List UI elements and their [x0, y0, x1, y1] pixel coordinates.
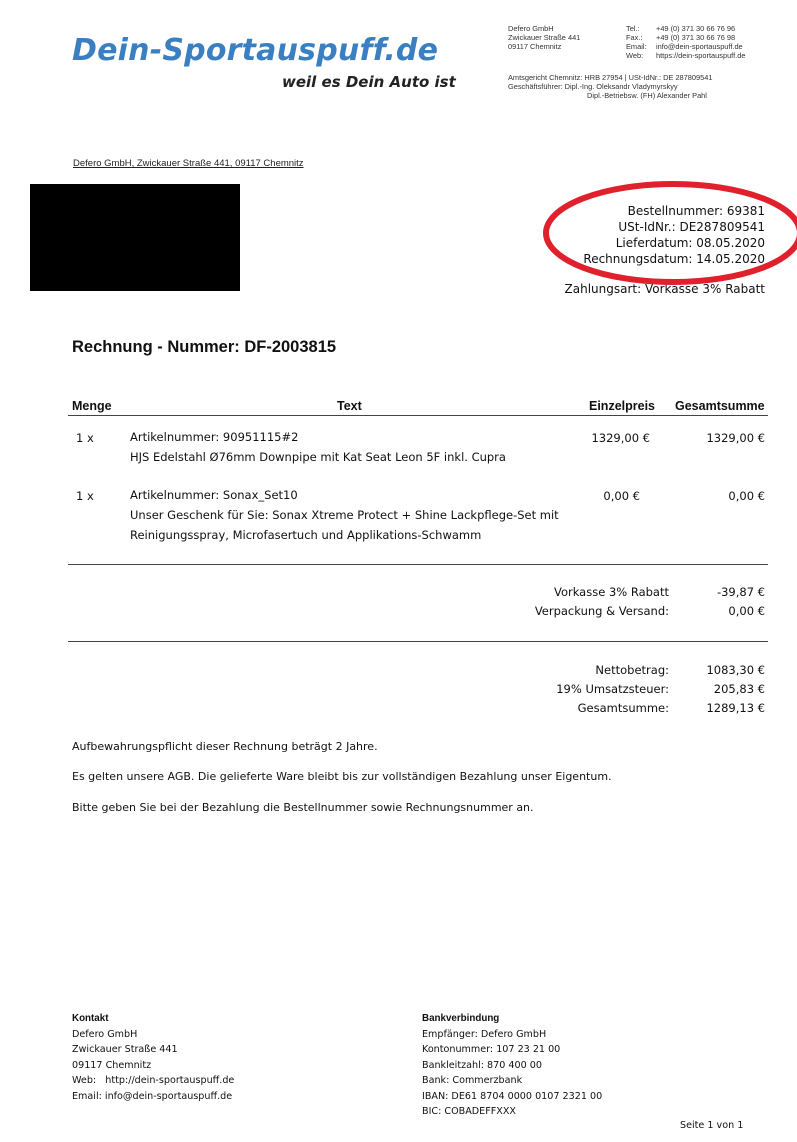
invoice-title: Rechnung - Nummer: DF-2003815 [72, 338, 337, 356]
item-1-total: 1329,00 € [706, 431, 765, 445]
item-2-total: 0,00 € [728, 489, 765, 503]
items-end-rule [68, 564, 768, 565]
header-registry: Amtsgericht Chemnitz: HRB 27954 | USt-IdNr.: DE 287809541 Geschäftsführer: Dipl.-Ing. Oleksandr Vladymyrskyy Dipl.-Betriebsw. (FH) Alexander Pahl [508, 73, 713, 100]
order-number: Bestellnummer: 69381 [627, 204, 765, 218]
footer-bank-heading: Bankverbindung [422, 1013, 500, 1024]
col-header-qty: Menge [72, 399, 112, 413]
col-header-total: Gesamtsumme [675, 399, 765, 413]
item-2-text: Artikelnummer: Sonax_Set10 Unser Geschenk für Sie: Sonax Xtreme Protect + Shine Lackpflege-Set mit Reinigungsspray, Microfasertuch und Applikations-Schwamm [130, 488, 559, 542]
page-number: Seite 1 von 1 [680, 1120, 744, 1131]
redacted-recipient-address [30, 184, 240, 291]
header-web: Web: https://dein-sportauspuff.de [626, 51, 746, 60]
header-phone: Tel.: +49 (0) 371 30 66 76 96 [626, 24, 736, 33]
vat-id: USt-IdNr.: DE287809541 [618, 220, 765, 234]
adjustment-shipping: Verpackung & Versand: 0,00 € [534, 604, 765, 618]
header-email: Email: info@dein-sportauspuff.de [626, 42, 743, 51]
adjustments [535, 583, 765, 621]
total-gross: Gesamtsumme: 1289,13 € [577, 701, 765, 715]
adjustment-discount: Vorkasse 3% Rabatt -39,87 € [553, 585, 765, 599]
totals [556, 661, 765, 718]
total-net: Nettobetrag: 1083,30 € [595, 663, 765, 677]
header-fax: Fax.: +49 (0) 371 30 66 76 98 [626, 33, 736, 42]
header-address: Defero GmbH Zwickauer Straße 441 09117 Chemnitz [508, 24, 581, 51]
company-tagline: weil es Dein Auto ist [282, 73, 456, 91]
note-terms: Es gelten unsere AGB. Die gelieferte Ware bleibt bis zur vollständigen Bezahlung unser Eigentum. [72, 770, 612, 783]
item-2-unit-price: 0,00 € [603, 489, 640, 503]
item-2-qty: 1 x [76, 489, 94, 503]
col-header-unit-price: Einzelpreis [589, 399, 655, 413]
item-1-unit-price: 1329,00 € [591, 431, 650, 445]
table-header-rule [68, 415, 768, 416]
col-header-text: Text [337, 399, 362, 413]
company-logo: Dein-Sportauspuff.de [72, 33, 439, 68]
note-retention: Aufbewahrungspflicht dieser Rechnung beträgt 2 Jahre. [72, 740, 378, 753]
invoice-date: Rechnungsdatum: 14.05.2020 [583, 252, 765, 266]
item-1-qty: 1 x [76, 431, 94, 445]
annotation-circle [542, 178, 797, 288]
annotation-ellipse-shape [546, 184, 797, 282]
item-1-text: Artikelnummer: 90951115#2 HJS Edelstahl Ø76mm Downpipe mit Kat Seat Leon 5F inkl. Cupra [130, 430, 506, 464]
footer-bank: Bankverbindung Empfänger: Defero GmbH Kontonummer: 107 23 21 00 Bankleitzahl: 870 400 00 Bank: Commerzbank IBAN: DE61 8704 0000 0107 2321 00 BIC: COBADEFFXXX [422, 1013, 603, 1117]
total-vat: 19% Umsatzsteuer: 205,83 € [556, 682, 765, 696]
payment-method: Zahlungsart: Vorkasse 3% Rabatt [564, 282, 765, 296]
delivery-date: Lieferdatum: 08.05.2020 [615, 236, 765, 250]
sender-address-line: Defero GmbH, Zwickauer Straße 441, 09117 Chemnitz [73, 158, 304, 169]
footer-contact: Kontakt Defero GmbH Zwickauer Straße 441 09117 Chemnitz Web: http://dein-sportauspuff.de Email: info@dein-sportauspuff.de [72, 1013, 235, 1102]
note-payment-reference: Bitte geben Sie bei der Bezahlung die Bestellnummer sowie Rechnungsnummer an. [72, 801, 534, 814]
footer-contact-heading: Kontakt [72, 1013, 109, 1024]
adjustments-end-rule [68, 641, 768, 642]
header-contact [626, 24, 745, 60]
